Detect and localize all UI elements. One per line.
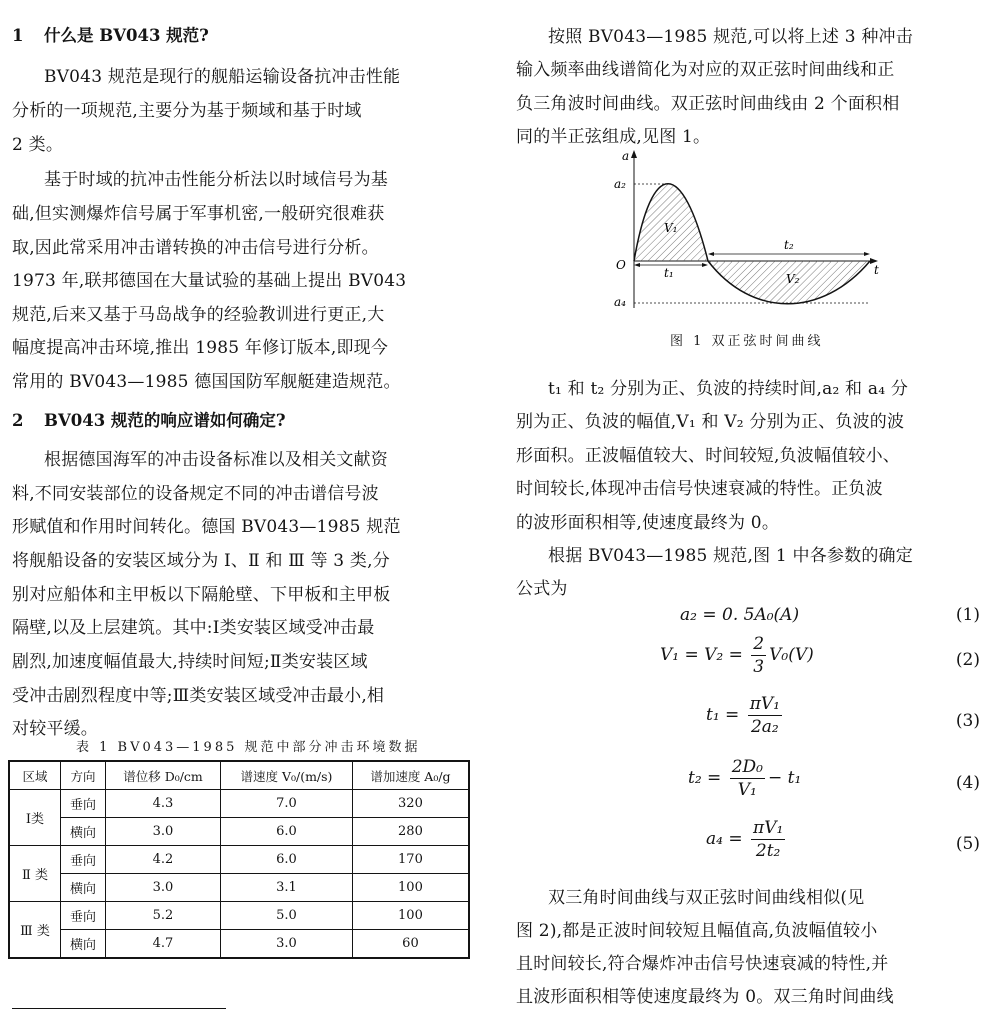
table-row	[9, 790, 469, 818]
text-line: 形赋值和作用时间转化。德国 BV043—1985 规范	[12, 517, 401, 537]
equation-2: V₁ = V₂ = $\frac{2}{3}$ V₀(V)	[660, 634, 814, 677]
table-cell: 5.0	[221, 902, 353, 930]
text-line: 隔壁,以及上层建筑。其中:Ⅰ类安装区域受冲击最	[12, 618, 375, 638]
text-line: 按照 BV043—1985 规范,可以将上述 3 种冲击	[548, 27, 913, 47]
text-line: BV043 规范是现行的舰船运输设备抗冲击性能	[44, 67, 401, 87]
table-cell: 横向	[61, 930, 106, 959]
table-cell-region: Ⅱ 类	[9, 846, 61, 902]
text-line: 且时间较长,符合爆炸冲击信号快速衰减的特性,并	[516, 954, 889, 974]
table-cell: 5.2	[106, 902, 221, 930]
table-header: 方向	[61, 761, 106, 790]
label-a2: a₂	[614, 177, 626, 191]
equation-1: a₂ = 0. 5A₀(A)	[680, 605, 800, 625]
text-line: 规范,后来又基于马岛战争的经验教训进行更正,大	[12, 305, 385, 325]
table-caption: 表 1 BV043—1985 规范中部分冲击环境数据	[76, 740, 421, 755]
text-line: 同的半正弦组成,见图 1。	[516, 127, 711, 147]
table-cell: 100	[352, 902, 469, 930]
text-line: 基于时域的抗冲击性能分析法以时域信号为基	[44, 170, 388, 190]
table-header: 谱加速度 A₀/g	[352, 761, 469, 790]
text-line: 别对应船体和主甲板以下隔舱壁、下甲板和主甲板	[12, 585, 391, 605]
table-cell: 垂向	[61, 790, 106, 818]
table-cell: 横向	[61, 818, 106, 846]
t2-arrow-right	[864, 252, 870, 256]
fraction: $\frac{2}{3}$	[753, 634, 765, 677]
text-line: 幅度提高冲击环境,推出 1985 年修订版本,即现今	[12, 338, 389, 358]
text-line: t₁ 和 t₂ 分别为正、负波的持续时间,a₂ 和 a₄ 分	[548, 379, 909, 399]
footnote-rule	[12, 1008, 226, 1009]
text-line: 1973 年,联邦德国在大量试验的基础上提出 BV043	[12, 271, 407, 291]
text-line: 形面积。正波幅值较大、时间较短,负波幅值较小、	[516, 446, 901, 466]
label-t2: t₂	[784, 238, 794, 252]
fraction: $\frac{\text{πV₁}}{\text{2a₂}}$	[749, 694, 780, 737]
table-cell: 3.0	[221, 930, 353, 959]
table-header: 区域	[9, 761, 61, 790]
label-a4: a₄	[614, 295, 626, 309]
table-header: 谱速度 V₀/(m/s)	[221, 761, 353, 790]
equation-4-number: (4)	[955, 773, 980, 793]
label-origin: O	[616, 258, 626, 272]
text-line: 2 类。	[12, 135, 64, 155]
table-row	[9, 846, 469, 874]
section-2-heading: 2 BV043 规范的响应谱如何确定?	[12, 411, 286, 430]
table-header: 谱位移 D₀/cm	[106, 761, 221, 790]
label-t1: t₁	[664, 266, 674, 280]
table-cell: 3.0	[106, 818, 221, 846]
t2-arrow-left	[708, 252, 714, 256]
text-line: 别为正、负波的幅值,V₁ 和 V₂ 分别为正、负波的波	[516, 412, 905, 432]
table-cell: 320	[352, 790, 469, 818]
text-line: 图 2),都是正波时间较短且幅值高,负波幅值较小	[516, 921, 878, 941]
text-line: 剧烈,加速度幅值最大,持续时间短;Ⅱ类安装区域	[12, 652, 368, 672]
table-cell: 垂向	[61, 902, 106, 930]
table-cell: 4.2	[106, 846, 221, 874]
table-cell-region: Ⅲ 类	[9, 902, 61, 959]
text-line: 础,但实测爆炸信号属于军事机密,一般研究很难获	[12, 204, 385, 224]
t1-arrow-right	[702, 263, 708, 267]
equation-2-number: (2)	[955, 650, 980, 670]
table-cell: 6.0	[221, 818, 353, 846]
section-1-heading: 1 什么是 BV043 规范?	[12, 26, 209, 45]
label-a: a	[622, 149, 630, 163]
table-cell-region: Ⅰ类	[9, 790, 61, 846]
data-table	[8, 760, 470, 959]
label-v1: V₁	[664, 221, 678, 235]
table-row	[9, 930, 469, 959]
text-line: 负三角波时间曲线。双正弦时间曲线由 2 个面积相	[516, 94, 900, 114]
fraction: $\frac{\text{2D₀}}{\text{V₁}}$	[731, 757, 763, 800]
equation-3: t₁ = $\frac{\text{πV₁}}{\text{2a₂}}$	[706, 694, 780, 737]
equation-5-number: (5)	[955, 834, 980, 854]
table-cell: 7.0	[221, 790, 353, 818]
table-row	[9, 902, 469, 930]
table-cell: 60	[352, 930, 469, 959]
equation-4: t₂ = $\frac{\text{2D₀}}{\text{V₁}}$ − t₁	[688, 757, 802, 800]
text-line: 根据德国海军的冲击设备标准以及相关文献资	[44, 450, 388, 470]
text-line: 双三角时间曲线与双正弦时间曲线相似(见	[548, 888, 865, 908]
equation-1-number: (1)	[955, 605, 980, 625]
text-line: 取,因此常采用冲击谱转换的冲击信号进行分析。	[12, 238, 379, 258]
table-cell: 4.7	[106, 930, 221, 959]
table-row	[9, 874, 469, 902]
equation-5: a₄ = $\frac{\text{πV₁}}{\text{2t₂}}$	[706, 818, 784, 861]
table-cell: 垂向	[61, 846, 106, 874]
table-cell: 170	[352, 846, 469, 874]
text-line: 时间较长,体现冲击信号快速衰减的特性。正负波	[516, 479, 883, 499]
text-line: 分析的一项规范,主要分为基于频域和基于时域	[12, 101, 362, 121]
text-line: 根据 BV043—1985 规范,图 1 中各参数的确定	[548, 546, 913, 566]
label-v2: V₂	[786, 272, 800, 286]
text-line: 料,不同安装部位的设备规定不同的冲击谱信号波	[12, 484, 379, 504]
table-cell: 3.1	[221, 874, 353, 902]
text-line: 将舰船设备的安装区域分为 Ⅰ、Ⅱ 和 Ⅲ 等 3 类,分	[12, 551, 390, 571]
text-line: 的波形面积相等,使速度最终为 0。	[516, 513, 780, 533]
text-line: 输入频率曲线谱简化为对应的双正弦时间曲线和正	[516, 60, 895, 80]
label-t: t	[874, 263, 879, 277]
table-cell: 3.0	[106, 874, 221, 902]
table-header-row	[9, 761, 469, 790]
t1-arrow-left	[634, 263, 640, 267]
table-cell: 横向	[61, 874, 106, 902]
equation-3-number: (3)	[955, 711, 980, 731]
text-line: 公式为	[516, 579, 568, 599]
table-cell: 4.3	[106, 790, 221, 818]
text-line: 常用的 BV043—1985 德国国防军舰艇建造规范。	[12, 372, 401, 392]
table-cell: 280	[352, 818, 469, 846]
text-line: 且波形面积相等使速度最终为 0。双三角时间曲线	[516, 987, 894, 1007]
text-line: 受冲击剧烈程度中等;Ⅲ类安装区域受冲击最小,相	[12, 686, 385, 706]
table-cell: 100	[352, 874, 469, 902]
double-sine-figure	[612, 148, 986, 316]
text-line: 对较平缓。	[12, 719, 98, 739]
table-row	[9, 818, 469, 846]
figure-caption: 图 1 双正弦时间曲线	[670, 334, 824, 349]
fraction: $\frac{\text{πV₁}}{\text{2t₂}}$	[753, 818, 784, 861]
y-axis-arrow	[631, 150, 637, 158]
table-cell: 6.0	[221, 846, 353, 874]
